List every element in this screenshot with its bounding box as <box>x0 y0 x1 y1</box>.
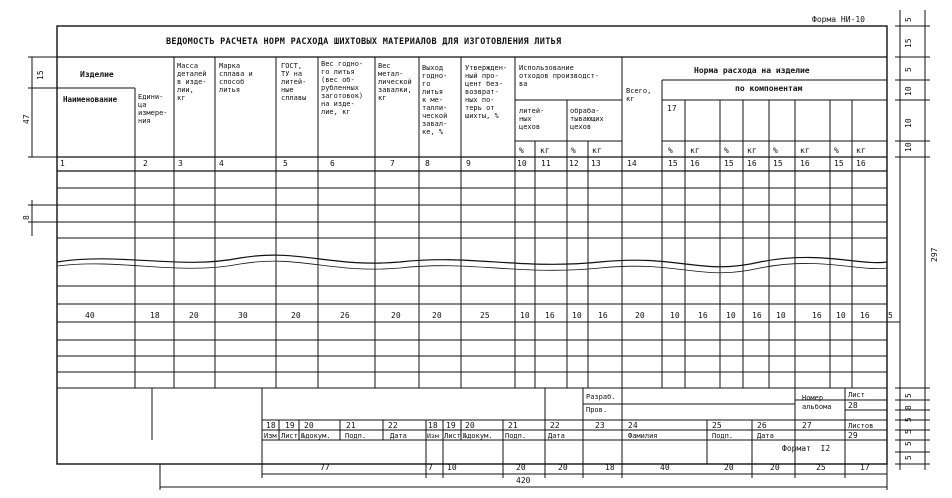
bottom-dimension: 10 <box>447 463 457 472</box>
stamp-listov-label: Листов <box>848 422 874 430</box>
stamp-izm: Изм <box>264 432 277 440</box>
right-dimension: 5 <box>904 441 913 446</box>
column-number: 13 <box>591 159 601 168</box>
width-dimension: 30 <box>238 311 248 320</box>
unit-label: % <box>571 146 576 155</box>
right-dimension: 5 <box>904 455 913 460</box>
width-dimension: 20 <box>432 311 442 320</box>
left-dim-15: 15 <box>36 70 45 80</box>
stamp-number: 20 <box>304 421 314 430</box>
norma-header: Норма расхода на изделие <box>694 66 810 75</box>
stamp-data: Дата <box>390 432 407 440</box>
width-dimension: 18 <box>150 311 160 320</box>
unit-label: кг <box>690 146 700 155</box>
column-number: 16 <box>856 159 866 168</box>
stamp-list-num: 28 <box>848 401 858 410</box>
bottom-dimension: 40 <box>660 463 670 472</box>
stamp-podp2: Подп. <box>505 432 527 440</box>
column-number: 15 <box>668 159 678 168</box>
vyhod-header: Выход годно- го литья к ме- талли- ческой завал- ке, % <box>422 64 448 136</box>
ispolzovanie-header: Использование отходов производст- ва <box>519 64 600 88</box>
column-number: 16 <box>690 159 700 168</box>
unit-label: % <box>834 146 839 155</box>
ves-metall-header: Вес метал- лической завалки, кг <box>378 62 412 102</box>
bottom-dimension: 25 <box>816 463 826 472</box>
stamp-data3: Дата <box>757 432 774 440</box>
bottom-dimension: 20 <box>724 463 734 472</box>
total-width: 420 <box>516 476 531 485</box>
obrabat-header: обраба- тывающих цехов <box>570 107 604 131</box>
stamp-number: 21 <box>508 421 518 430</box>
column-number: 6 <box>330 159 335 168</box>
stamp-data2: Дата <box>548 432 565 440</box>
stamp-number: 18 <box>428 421 438 430</box>
stamp-number: 25 <box>712 421 722 430</box>
stamp-format: Формат I2 <box>782 444 831 453</box>
stamp-nomer-alboma: Номер альбома <box>802 394 832 411</box>
bottom-dimension: 20 <box>516 463 526 472</box>
unit-label: % <box>668 146 673 155</box>
stamp-number: 27 <box>802 421 812 430</box>
edinica-header: Едини- ца измере- ния <box>138 93 168 125</box>
column-number: 16 <box>747 159 757 168</box>
stamp-listov-num: 29 <box>848 431 858 440</box>
bottom-dimension: 77 <box>320 463 330 472</box>
column-number: 15 <box>773 159 783 168</box>
width-dimension: 10 <box>572 311 582 320</box>
utverzhd-header: Утвержден- ный про- цент без- возврат- ных по- терь от шихты, % <box>465 64 508 120</box>
width-dimension: 40 <box>85 311 95 320</box>
unit-label: кг <box>800 146 810 155</box>
right-dimension: 5 <box>904 393 913 398</box>
stamp-dokum: №докум. <box>301 432 331 440</box>
unit-label: % <box>724 146 729 155</box>
column-number: 9 <box>466 159 471 168</box>
column-number: 8 <box>425 159 430 168</box>
stamp-podp: Подп. <box>345 432 367 440</box>
izdelie-header: Изделие <box>80 70 114 79</box>
width-dimension: 10 <box>776 311 786 320</box>
width-dimension: 16 <box>812 311 822 320</box>
stamp-list-label: Лист <box>848 391 865 399</box>
column-number: 3 <box>178 159 183 168</box>
stamp-number: 22 <box>388 421 398 430</box>
right-dimension: 15 <box>904 38 913 48</box>
vsego-header: Всего, кг <box>626 87 652 103</box>
unit-label: % <box>773 146 778 155</box>
width-dimension: 5 <box>888 311 893 320</box>
column-number: 14 <box>627 159 637 168</box>
stamp-number: 24 <box>628 421 638 430</box>
width-dimension: 10 <box>520 311 530 320</box>
right-dimension: 8 <box>904 405 913 410</box>
right-dimension: 10 <box>904 142 913 152</box>
bottom-dimension: 7 <box>428 463 433 472</box>
right-dimension: 5 <box>904 429 913 434</box>
right-dimension: 297 <box>930 247 939 262</box>
width-dimension: 16 <box>752 311 762 320</box>
width-dimension: 10 <box>726 311 736 320</box>
stamp-podp3: Подп. <box>712 432 734 440</box>
column-number: 10 <box>517 159 527 168</box>
stamp-list2: Лист <box>444 432 461 440</box>
right-dimension: 5 <box>904 417 913 422</box>
column-number: 16 <box>800 159 810 168</box>
width-dimension: 16 <box>698 311 708 320</box>
stamp-number: 23 <box>595 421 605 430</box>
column-number: 7 <box>390 159 395 168</box>
right-dimension: 10 <box>904 118 913 128</box>
column-number: 12 <box>569 159 579 168</box>
width-dimension: 20 <box>291 311 301 320</box>
unit-label: кг <box>592 146 602 155</box>
bottom-dimension: 17 <box>860 463 870 472</box>
width-dimension: 16 <box>598 311 608 320</box>
massa-header: Масса деталей в изде- лии, кг <box>177 62 207 102</box>
right-dimension: 5 <box>904 67 913 72</box>
stamp-number: 19 <box>285 421 295 430</box>
column-number: 1 <box>60 159 65 168</box>
stamp-number: 19 <box>446 421 456 430</box>
form-label: Форма НИ-10 <box>812 15 865 24</box>
stamp-prov: Пров. <box>586 406 608 414</box>
width-dimension: 20 <box>391 311 401 320</box>
width-dimension: 10 <box>836 311 846 320</box>
bottom-dimension: 20 <box>770 463 780 472</box>
width-dimension: 25 <box>480 311 490 320</box>
column-number: 5 <box>283 159 288 168</box>
stamp-list: Лист <box>281 432 298 440</box>
stamp-number: 22 <box>550 421 560 430</box>
stamp-razrab: Разраб. <box>586 393 616 401</box>
column-number: 15 <box>724 159 734 168</box>
stamp-number: 20 <box>465 421 475 430</box>
unit-label: % <box>519 146 524 155</box>
bottom-dimension: 18 <box>605 463 615 472</box>
unit-label: кг <box>856 146 866 155</box>
width-dimension: 20 <box>635 311 645 320</box>
column-number: 2 <box>143 159 148 168</box>
width-dimension: 10 <box>670 311 680 320</box>
width-dimension: 16 <box>545 311 555 320</box>
right-dimension: 10 <box>904 86 913 96</box>
ves-godnogo-header: Вес годно- го литья (вес об- рубленных заготовок) на изде- лие, кг <box>321 60 364 116</box>
width-dimension: 20 <box>189 311 199 320</box>
po-komp-header: по компонентам <box>735 84 803 93</box>
unit-label: кг <box>540 146 550 155</box>
stamp-familiya: Фамилия <box>628 432 658 440</box>
right-dimension: 5 <box>904 17 913 22</box>
unit-label: кг <box>747 146 757 155</box>
naimenovanie-header: Наименование <box>63 95 118 104</box>
stamp-izm2: Изм <box>427 432 439 440</box>
stamp-dokum2: №докум. <box>463 432 493 440</box>
left-dim-8: 8 <box>22 215 31 220</box>
liteinyh-header: литей- ных цехов <box>519 107 545 131</box>
column-number: 4 <box>219 159 224 168</box>
marka-header: Марка сплава и способ литья <box>219 62 253 94</box>
stamp-number: 26 <box>757 421 767 430</box>
left-dim-47: 47 <box>22 114 31 124</box>
bottom-dimension: 20 <box>558 463 568 472</box>
column-number: 15 <box>834 159 844 168</box>
width-dimension: 16 <box>860 311 870 320</box>
form-title: ВЕДОМОСТЬ РАСЧЕТА НОРМ РАСХОДА ШИХТОВЫХ МАТЕРИАЛОВ ДЛЯ ИЗГОТОВЛЕНИЯ ЛИТЬЯ <box>166 37 562 47</box>
gost-header: ГОСТ, ТУ на литей- ные сплавы <box>281 62 307 102</box>
column-number: 11 <box>541 159 551 168</box>
n17-label: 17 <box>667 104 677 113</box>
width-dimension: 26 <box>340 311 350 320</box>
stamp-number: 18 <box>266 421 276 430</box>
stamp-number: 21 <box>346 421 356 430</box>
